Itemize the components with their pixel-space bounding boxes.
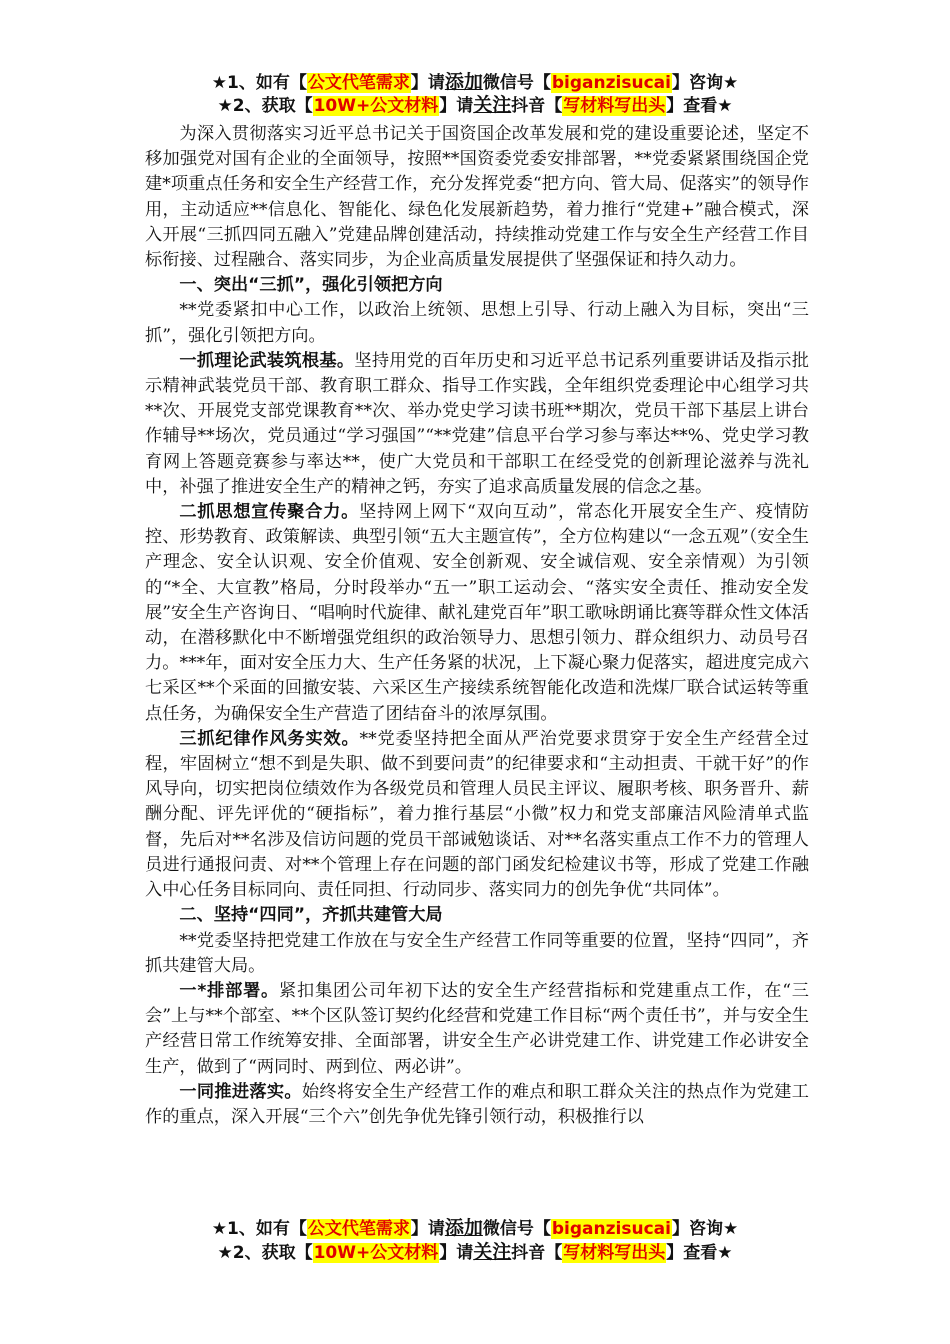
paragraph-text: **党委坚持把全面从严治党要求贯穿于安全生产经营全过程，牢固树立“想不到是失职、做不到要问责”的纪律要求和“主动担责、干就干好”的作风导向，切实把岗位绩效作为各级党员和管理人员民主评议、履职考核、职务晋升、薪酬分配、评先评优的“硬指标”，着力推行基层“小微”权力和党支部廉洁风险清单式监督，先后对**名涉及信访问题的党员干部诫勉谈话、对**名落实重点工作不力的管理人员进行通报问责、对**个管理上存在问题的部门函发纪检建议书等，形成了党建工作融入中心任务目标同向、责任同担、行动同步、落实同力的创先争优“共同体”。 [145, 728, 809, 901]
banner-text: 】查看★ [666, 96, 733, 116]
banner-emphasis: 关注 [473, 94, 512, 116]
banner-highlight: biganzisucai [551, 1219, 671, 1239]
paragraph-text: 坚持用党的百年历史和习近平总书记系列重要讲话及指示批示精神武装党员干部、教育职工群众、指导工作实践，全年组织党委理论中心组学习共**次、开展党支部党课教育**次、举办党史学习读书班**期次，党员干部下基层上讲台作辅导**场次，党员通过“学习强国”“**党建”信息平台学习参与率达**%、党史学习教育网上答题竞赛参与率达**，使广大党员和干部职工在经受党的创新理论滋养与洗礼中，补强了推进安全生产的精神之钙，夯实了追求高质量发展的信念之基。 [145, 350, 809, 497]
banner-text: 微信号【 [482, 73, 551, 93]
banner-text: ★2、获取【 [217, 96, 313, 116]
banner-text: 】咨询★ [671, 1219, 739, 1239]
banner-emphasis: 关注 [473, 1241, 512, 1263]
banner-text: ★1、如有【 [211, 73, 307, 93]
banner-text: ★2、获取【 [217, 1243, 313, 1263]
banner-emphasis: 添加 [444, 1217, 483, 1239]
paragraph-lead: 三抓纪律作风务实效。 [179, 728, 360, 749]
banner-text: 】查看★ [666, 1243, 733, 1263]
paragraph-lead: 一*排部署。 [179, 980, 280, 1001]
banner-text: 】请 [410, 1219, 445, 1239]
document-body [145, 122, 809, 1130]
paragraph-5 [145, 1080, 809, 1130]
promo-banner-top-line2 [0, 93, 950, 118]
banner-text: 抖音【 [511, 96, 563, 116]
section-heading-2: 二、坚持“四同”，齐抓共建管大局 [179, 905, 443, 926]
paragraph-2 [145, 500, 809, 727]
banner-highlight: 写材料写出头 [563, 96, 666, 116]
promo-banner-bottom-line2 [0, 1240, 950, 1265]
paragraph-text: 坚持网上网下“双向互动”，常态化开展安全生产、疫情防控、形势教育、政策解读、典型引领“五大主题宣传”，全方位构建以“一念五观”（安全生产理念、安全认识观、安全价值观、安全创新观、安全诚信观、安全亲情观）为引领的“*全、大宣教”格局，分时段举办“五一”职工运动会、“落实安全责任、推动安全发展”安全生产咨询日、“唱响时代旋律、献礼建党百年”职工歌咏朗诵比赛等群众性文体活动，在潜移默化中不断增强党组织的政治领导力、思想引领力、群众组织力、动员号召力。***年，面对安全压力大、生产任务紧的状况，上下凝心聚力促落实，超进度完成六七采区**个采面的回撤安装、六采区生产接续系统智能化改造和洗煤厂联合试运转等重点任务，为确保安全生产营造了团结奋斗的浓厚氛围。 [145, 502, 809, 724]
promo-banner-top-line1 [0, 70, 950, 95]
banner-highlight: 公文代笔需求 [307, 1219, 410, 1239]
banner-text: 】请 [439, 1243, 474, 1263]
banner-highlight: 10W+公文材料 [313, 1243, 439, 1263]
section-1-intro: **党委紧扣中心工作，以政治上统领、思想上引导、行动上融入为目标，突出“三抓”，强化引领把方向。 [145, 300, 809, 346]
banner-text: ★1、如有【 [211, 1219, 307, 1239]
banner-text: 】请 [439, 96, 474, 116]
banner-emphasis: 添加 [444, 71, 483, 93]
paragraph-lead: 二抓思想宣传聚合力。 [179, 502, 360, 523]
promo-banner-bottom-line1 [0, 1216, 950, 1241]
paragraph-text: 紧扣集团公司年初下达的安全生产经营指标和党建重点工作，在“三会”上与**个部室、**个区队签订契约化经营和党建工作目标“两个责任书”，并与安全生产经营日常工作统筹安排、全面部署，讲安全生产必讲党建工作、讲党建工作必讲安全生产，做到了“两同时、两到位、两必讲”。 [145, 980, 809, 1077]
paragraph-1 [145, 349, 809, 500]
banner-text: 】咨询★ [671, 73, 739, 93]
section-heading-1: 一、突出“三抓”，强化引领把方向 [179, 275, 443, 296]
banner-highlight: 公文代笔需求 [307, 73, 410, 93]
paragraph-text: 始终将安全生产经营工作的难点和职工群众关注的热点作为党建工作的重点，深入开展“三个六”创先争优先锋引领行动，积极推行以 [145, 1081, 809, 1127]
banner-highlight: 10W+公文材料 [313, 96, 439, 116]
paragraph-lead: 一抓理论武装筑根基。 [179, 350, 355, 371]
banner-text: 抖音【 [511, 1243, 563, 1263]
paragraph-3 [145, 727, 809, 903]
paragraph-lead: 一同推进落实。 [179, 1081, 302, 1102]
banner-highlight: biganzisucai [551, 73, 671, 93]
banner-text: 微信号【 [482, 1219, 551, 1239]
banner-highlight: 写材料写出头 [563, 1243, 666, 1263]
section-2-intro: **党委坚持把党建工作放在与安全生产经营工作同等重要的位置，坚持“四同”，齐抓共建管大局。 [145, 930, 809, 976]
intro-paragraph: 为深入贯彻落实习近平总书记关于国资国企改革发展和党的建设重要论述，坚定不移加强党对国有企业的全面领导，按照**国资委党委安排部署，**党委紧紧围绕国企党建*项重点任务和安全生产经营工作，充分发挥党委“把方向、管大局、促落实”的领导作用，主动适应**信息化、智能化、绿色化发展新趋势，着力推行“党建+”融合模式，深入开展“三抓四同五融入”党建品牌创建活动，持续推动党建工作与安全生产经营工作目标衔接、过程融合、落实同步，为企业高质量发展提供了坚强保证和持久动力。 [145, 124, 809, 271]
paragraph-4 [145, 979, 809, 1080]
banner-text: 】请 [410, 73, 445, 93]
